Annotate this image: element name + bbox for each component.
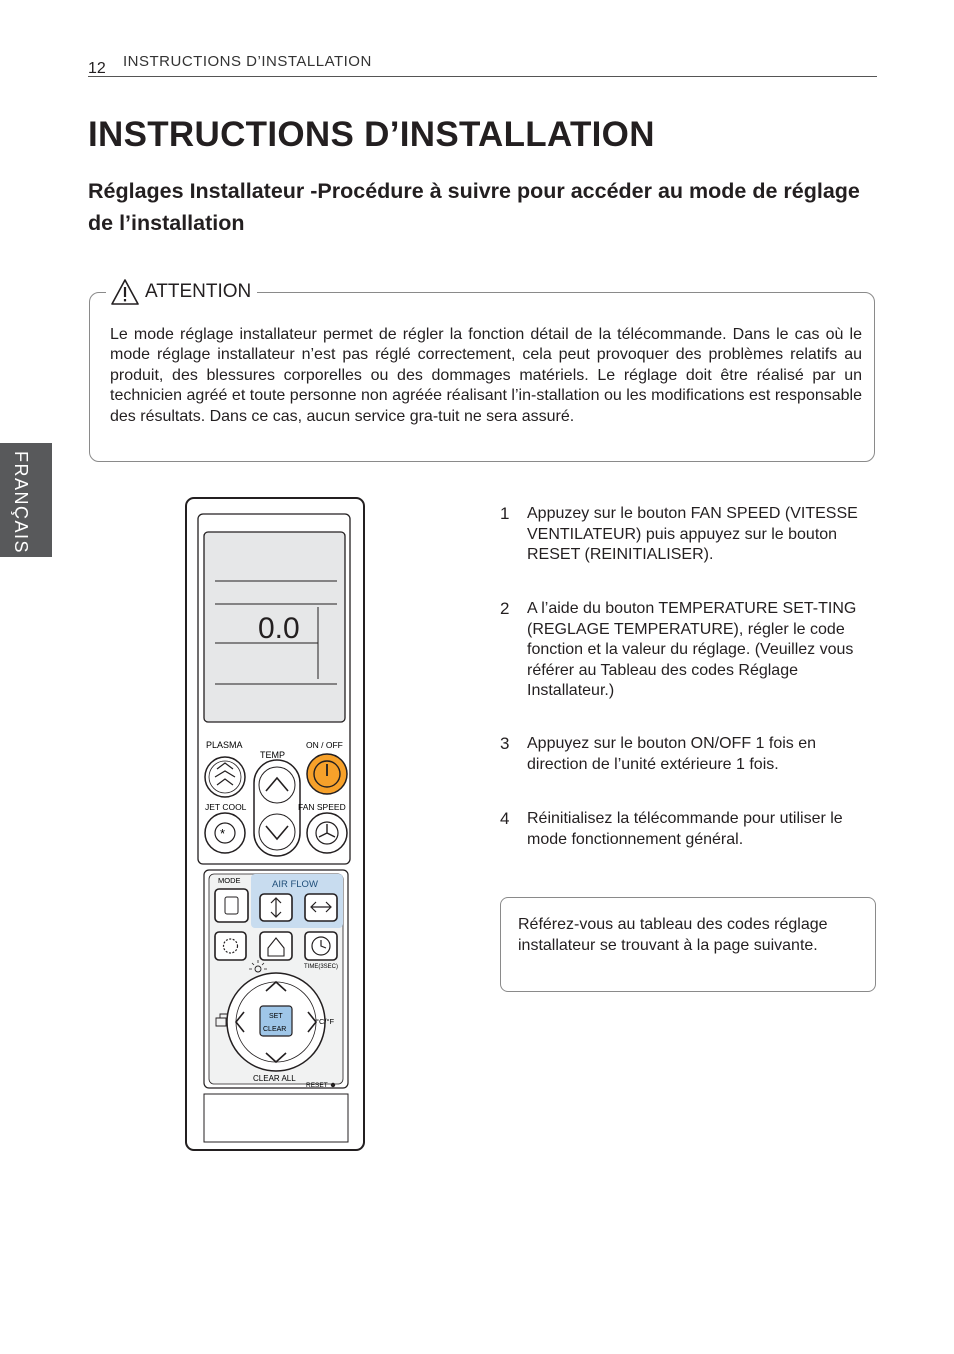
mode-label: MODE	[218, 876, 241, 885]
plasma-label: PLASMA	[206, 740, 243, 750]
step-item	[500, 504, 876, 566]
air-flow-horizontal-button[interactable]	[305, 894, 337, 921]
step-item	[500, 734, 876, 775]
set-label: SET	[269, 1013, 283, 1020]
step-item	[500, 599, 876, 702]
jet-cool-icon: *	[220, 826, 226, 841]
attention-text: Le mode réglage installateur permet de régler la fonction détail de la télécommande. Dans le cas où le mode réglage installateur n’est pas réglé correctement, cela peut provoquer des problèmes relatifs au produit, des blessures corporelles ou des dommages matériels. Le réglage doit être réalisé par un technicien agréé et toute personne non agréée réalisant l’in-stallation ou les modifications est responsable des résultats. Dans ce cas, aucun service gra-tuit ne sera assuré.	[110, 326, 862, 425]
attention-label: ATTENTION	[145, 281, 252, 302]
step-number: 2	[500, 599, 510, 618]
note-text: Référez-vous au tableau des codes réglage installateur se trouvant à la page suivante.	[518, 916, 828, 954]
battery-cover	[204, 1094, 348, 1142]
time-label: TIME(3SEC)	[304, 964, 339, 970]
language-label: FRANÇAIS	[11, 451, 31, 555]
plasma-button[interactable]	[205, 757, 245, 797]
fan-speed-button[interactable]	[307, 813, 347, 853]
celsius-fahrenheit-label: °C/°F	[316, 1017, 335, 1026]
temp-label: TEMP	[260, 750, 286, 760]
clear-all-label: CLEAR ALL	[253, 1074, 296, 1083]
jet-cool-button[interactable]	[205, 813, 245, 853]
fan-speed-label: FAN SPEED	[298, 802, 346, 812]
clear-label: CLEAR	[263, 1026, 287, 1033]
reset-label: RESET	[306, 1082, 328, 1089]
step-item	[500, 809, 876, 850]
warning-icon	[110, 278, 140, 306]
mode-button[interactable]	[215, 889, 248, 922]
lcd-value: 0.0	[258, 612, 300, 645]
step-number: 3	[500, 734, 510, 753]
air-flow-label: AIR FLOW	[272, 879, 318, 890]
temp-rocker-button[interactable]	[254, 760, 300, 856]
step-text: Appuyez sur le bouton ON/OFF 1 fois en direction de l’unité extérieure 1 fois.	[527, 735, 817, 773]
section-subtitle: Réglages Installateur -Procédure à suivre pour accéder au mode de réglage de l’installation	[88, 179, 860, 235]
air-flow-vertical-button[interactable]	[260, 894, 292, 921]
page-number: 12	[88, 60, 106, 77]
room-temp-button[interactable]	[260, 932, 292, 960]
on-off-label: ON / OFF	[306, 740, 343, 750]
running-head: INSTRUCTIONS D’INSTALLATION	[123, 53, 372, 70]
language-side-tab	[0, 443, 52, 557]
step-text: A l’aide du bouton TEMPERATURE SET-TING (REGLAGE TEMPERATURE), régler le code fonction et la valeur du réglage. (Veuillez vous référer au Tableau des codes Réglage Installateur.)	[527, 600, 857, 700]
function-setting-button[interactable]	[215, 932, 246, 960]
jet-cool-label: JET COOL	[205, 802, 247, 812]
attention-heading	[106, 278, 257, 306]
step-text: Appuzey sur le bouton FAN SPEED (VITESSE VENTILATEUR) puis appuyez sur le bouton RESET (REINITIALISER).	[527, 505, 858, 564]
set-clear-button[interactable]	[260, 1006, 292, 1036]
step-number: 4	[500, 809, 510, 828]
header-rule	[88, 76, 877, 77]
page-title: INSTRUCTIONS D’INSTALLATION	[88, 115, 655, 154]
reset-button[interactable]	[331, 1083, 335, 1087]
timer-button[interactable]	[305, 932, 337, 960]
step-number: 1	[500, 504, 510, 523]
step-text: Réinitialisez la télécommande pour utiliser le mode fonctionnement général.	[527, 810, 843, 848]
on-off-button[interactable]	[307, 754, 347, 794]
remote-control-illustration	[180, 492, 372, 1158]
